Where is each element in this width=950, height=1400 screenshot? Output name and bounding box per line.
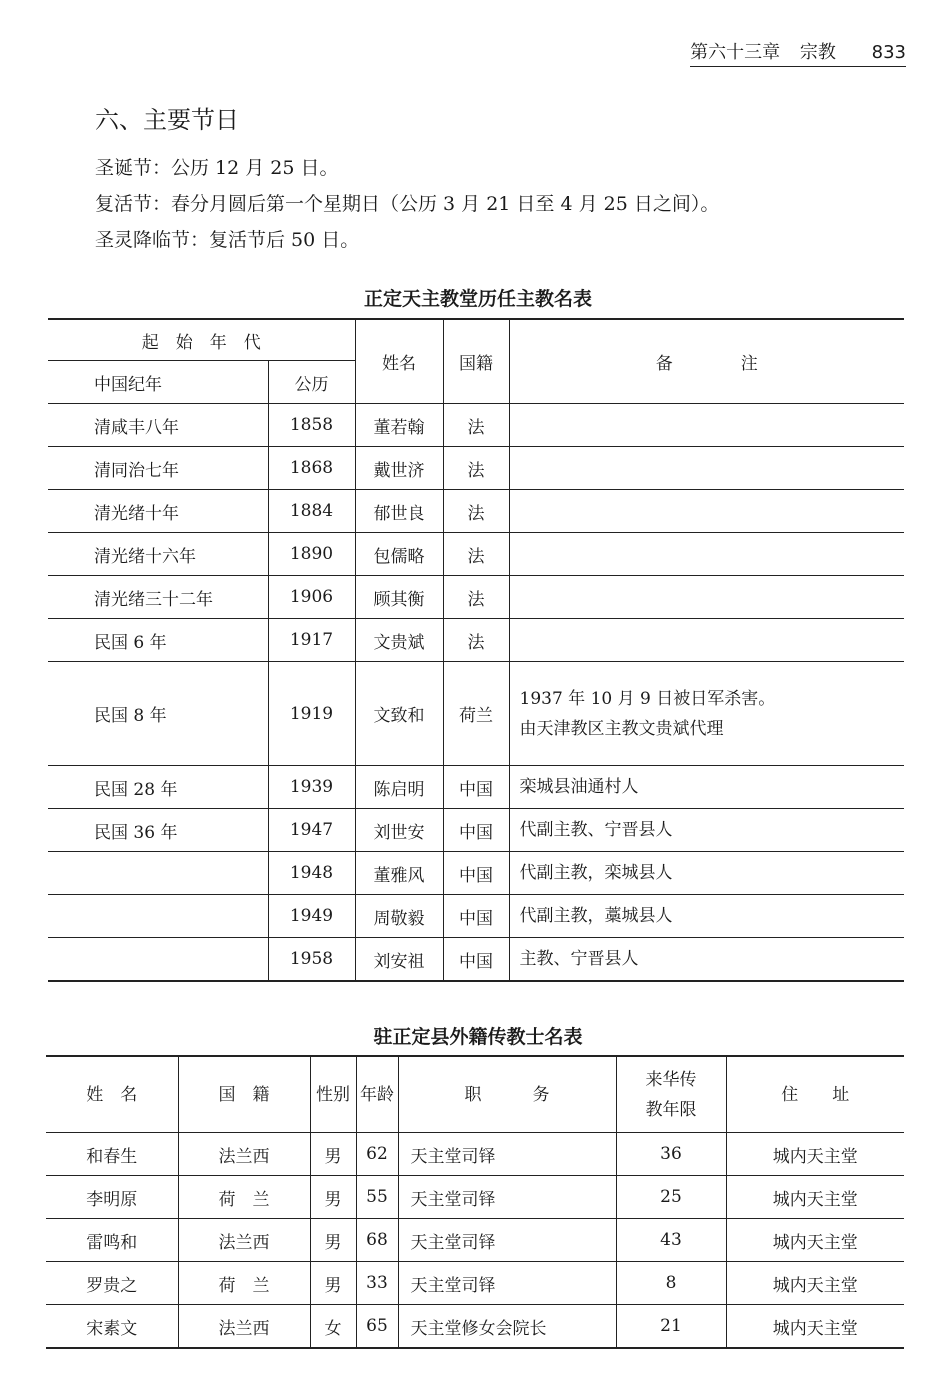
era-cell (48, 852, 268, 895)
header-nationality: 国 籍 (178, 1056, 310, 1133)
table-row (48, 662, 904, 766)
table-row (46, 1176, 904, 1219)
name-cell: 雷鸣和 (46, 1219, 178, 1262)
address-cell: 城内天主堂 (726, 1219, 904, 1262)
header-name: 姓名 (355, 319, 443, 404)
nationality-cell: 法兰西 (178, 1133, 310, 1176)
missionaries-table-title: 驻正定县外籍传教士名表 (373, 1026, 583, 1048)
name-cell: 刘世安 (355, 809, 443, 852)
year-cell: 1958 (268, 938, 355, 982)
gender-cell: 男 (310, 1262, 356, 1305)
name-cell: 周敬毅 (355, 895, 443, 938)
table-row (46, 1262, 904, 1305)
table-row (46, 1305, 904, 1349)
era-cell: 民国 36 年 (48, 809, 268, 852)
name-cell: 董若翰 (355, 404, 443, 447)
duty-cell: 天主堂司铎 (398, 1176, 616, 1219)
remarks-cell (509, 533, 904, 576)
header-years-line2: 教年限 (645, 1099, 697, 1120)
table-row (48, 852, 904, 895)
year-cell: 1858 (268, 404, 355, 447)
age-cell: 68 (356, 1219, 398, 1262)
remarks-cell (509, 619, 904, 662)
remarks-cell (509, 447, 904, 490)
era-cell (48, 938, 268, 982)
nationality-cell: 中国 (443, 766, 509, 809)
name-cell: 郁世良 (355, 490, 443, 533)
years-cell: 36 (616, 1133, 726, 1176)
name-cell: 文贵斌 (355, 619, 443, 662)
gender-cell: 女 (310, 1305, 356, 1349)
table-row (48, 938, 904, 982)
years-cell: 21 (616, 1305, 726, 1349)
chapter-title: 第六十三章 (690, 42, 781, 63)
remarks-cell: 主教、宁晋县人 (509, 938, 904, 982)
gender-cell: 男 (310, 1176, 356, 1219)
table-row (48, 404, 904, 447)
nationality-cell: 荷兰 (443, 662, 509, 766)
nationality-cell: 中国 (443, 938, 509, 982)
nationality-cell: 法 (443, 447, 509, 490)
address-cell: 城内天主堂 (726, 1176, 904, 1219)
year-cell: 1948 (268, 852, 355, 895)
year-cell: 1917 (268, 619, 355, 662)
name-cell: 董雅风 (355, 852, 443, 895)
header-rule (690, 66, 906, 67)
table-row (48, 490, 904, 533)
table-row (48, 895, 904, 938)
table-row (48, 619, 904, 662)
nationality-cell: 法 (443, 576, 509, 619)
table-row (48, 576, 904, 619)
year-cell: 1919 (268, 662, 355, 766)
remarks-cell: 代副主教，栾城县人 (509, 852, 904, 895)
years-cell: 25 (616, 1176, 726, 1219)
header-gregorian: 公历 (268, 361, 355, 404)
era-cell: 清光绪三十二年 (48, 576, 268, 619)
header-gender: 性别 (310, 1056, 356, 1133)
table-row (48, 447, 904, 490)
nationality-cell: 法兰西 (178, 1219, 310, 1262)
remarks-cell (509, 576, 904, 619)
header-years-line1: 来华传 (645, 1069, 697, 1090)
nationality-cell: 中国 (443, 809, 509, 852)
age-cell: 65 (356, 1305, 398, 1349)
duty-cell: 天主堂司铎 (398, 1133, 616, 1176)
holiday-christmas: 圣诞节：公历 12 月 25 日。 (95, 157, 339, 179)
years-cell: 8 (616, 1262, 726, 1305)
bishops-table (48, 318, 904, 982)
year-cell: 1890 (268, 533, 355, 576)
name-cell: 顾其衡 (355, 576, 443, 619)
year-cell: 1868 (268, 447, 355, 490)
header-years (616, 1056, 726, 1133)
name-cell: 戴世济 (355, 447, 443, 490)
remarks-cell (509, 404, 904, 447)
duty-cell: 天主堂司铎 (398, 1262, 616, 1305)
duty-cell: 天主堂司铎 (398, 1219, 616, 1262)
nationality-cell: 荷 兰 (178, 1176, 310, 1219)
nationality-cell: 中国 (443, 895, 509, 938)
duty-cell: 天主堂修女会院长 (398, 1305, 616, 1349)
age-cell: 33 (356, 1262, 398, 1305)
header-remarks: 备 注 (509, 319, 904, 404)
table-row (46, 1133, 904, 1176)
nationality-cell: 法 (443, 490, 509, 533)
bishops-table-title: 正定天主教堂历任主教名表 (363, 288, 592, 310)
header-nationality: 国籍 (443, 319, 509, 404)
holiday-easter: 复活节：春分月圆后第一个星期日（公历 3 月 21 日至 4 月 25 日之间）。 (95, 193, 720, 215)
nationality-cell: 法 (443, 619, 509, 662)
name-cell: 文致和 (355, 662, 443, 766)
year-cell: 1906 (268, 576, 355, 619)
section-name: 宗教 (799, 42, 836, 63)
table-row (46, 1219, 904, 1262)
age-cell: 62 (356, 1133, 398, 1176)
era-cell (48, 895, 268, 938)
nationality-cell: 荷 兰 (178, 1262, 310, 1305)
name-cell: 罗贵之 (46, 1262, 178, 1305)
page-number: 833 (871, 42, 906, 63)
address-cell: 城内天主堂 (726, 1305, 904, 1349)
era-cell: 民国 28 年 (48, 766, 268, 809)
age-cell: 55 (356, 1176, 398, 1219)
header-name: 姓 名 (46, 1056, 178, 1133)
holiday-list (95, 150, 719, 258)
header-start-period: 起 始 年 代 (48, 319, 355, 361)
era-cell: 清光绪十年 (48, 490, 268, 533)
era-cell: 民国 6 年 (48, 619, 268, 662)
name-cell: 和春生 (46, 1133, 178, 1176)
header-duty: 职 务 (398, 1056, 616, 1133)
name-cell: 包儒略 (355, 533, 443, 576)
years-cell: 43 (616, 1219, 726, 1262)
remarks-cell: 代副主教、宁晋县人 (509, 809, 904, 852)
nationality-cell: 法 (443, 404, 509, 447)
era-cell: 民国 8 年 (48, 662, 268, 766)
table-row (48, 766, 904, 809)
nationality-cell: 法兰西 (178, 1305, 310, 1349)
year-cell: 1939 (268, 766, 355, 809)
table-row (48, 809, 904, 852)
era-cell: 清同治七年 (48, 447, 268, 490)
holiday-pentecost: 圣灵降临节：复活节后 50 日。 (95, 229, 360, 251)
header-address: 住 址 (726, 1056, 904, 1133)
remarks-cell: 代副主教，藁城县人 (509, 895, 904, 938)
gender-cell: 男 (310, 1219, 356, 1262)
address-cell: 城内天主堂 (726, 1133, 904, 1176)
address-cell: 城内天主堂 (726, 1262, 904, 1305)
table-row (48, 533, 904, 576)
header-chinese-era: 中国纪年 (48, 361, 268, 404)
year-cell: 1947 (268, 809, 355, 852)
missionaries-table (46, 1055, 904, 1349)
remarks-cell: 1937 年 10 月 9 日被日军杀害。由天津教区主教文贵斌代理 (509, 662, 904, 766)
remarks-cell: 栾城县油通村人 (509, 766, 904, 809)
name-cell: 宋素文 (46, 1305, 178, 1349)
name-cell: 刘安祖 (355, 938, 443, 982)
name-cell: 李明原 (46, 1176, 178, 1219)
era-cell: 清光绪十六年 (48, 533, 268, 576)
nationality-cell: 法 (443, 533, 509, 576)
remarks-cell (509, 490, 904, 533)
era-cell: 清咸丰八年 (48, 404, 268, 447)
page-header (690, 38, 906, 64)
gender-cell: 男 (310, 1133, 356, 1176)
year-cell: 1949 (268, 895, 355, 938)
name-cell: 陈启明 (355, 766, 443, 809)
section-title: 六、主要节日 (95, 106, 239, 134)
nationality-cell: 中国 (443, 852, 509, 895)
header-age: 年龄 (356, 1056, 398, 1133)
year-cell: 1884 (268, 490, 355, 533)
